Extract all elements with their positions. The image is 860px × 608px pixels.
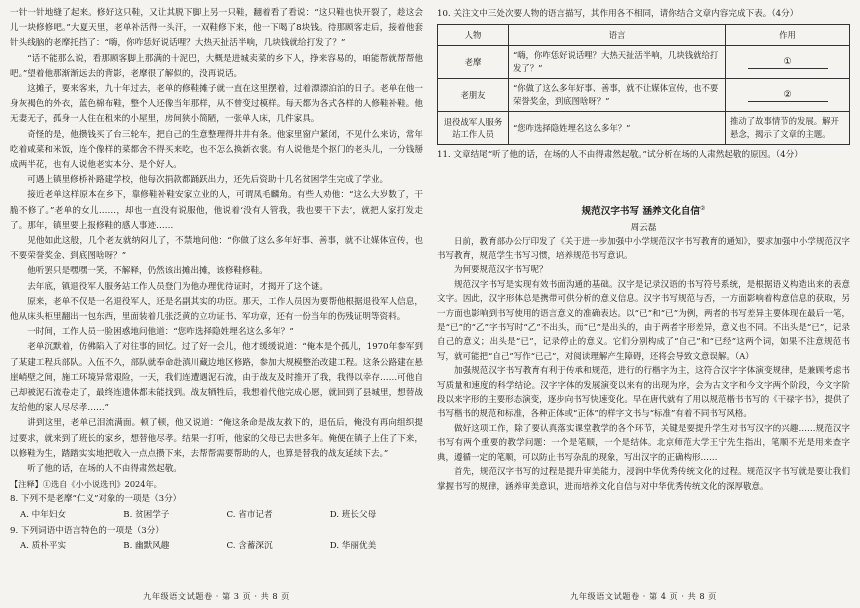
story-paragraph: 他听罢只是嘿嘿一笑，不解释，仍然该出摊出摊，该修鞋修鞋。 <box>27 266 268 277</box>
question-9-options <box>10 539 423 554</box>
question-10-stem: 10. 关注文中三处次要人物的语言描写，其作用各不相同，请你结合文章内容完成下表。（4分） <box>437 9 799 19</box>
option-d[interactable]: D. 班长父母 <box>329 509 377 520</box>
option-c[interactable]: C. 含蓄深沉 <box>226 540 273 551</box>
page-right <box>437 6 850 608</box>
option-a[interactable]: A. 中年妇女 <box>20 509 67 520</box>
table-cell-language: “嗨，你咋恁好说话哩？大热天扯活半响，几块钱就给打发了？” <box>509 46 726 79</box>
essay-paragraph: 做好这项工作，除了要认真落实课堂教学的各个环节，关键是要提升学生对书写汉字的兴趣……规范汉字书写有两个重要的教学问题：一个是笔顺，一个是结体。北京师范大学王宁先生指出，笔顺不光是用来查字典，遵循一定的笔顺，可以防止书写杂乱的现象，写出汉字的正确构形…… <box>437 423 850 463</box>
story-paragraph: 见他如此这般，几个老友就纳闷儿了，不禁地问他：“你做了这么多年好事、善事，就不让媒体宣传，也不要荣誉奖金、到底图啥呀？” <box>10 236 423 262</box>
answer-space[interactable] <box>437 163 850 195</box>
question-9-stem: 9. 下列词语中语言特色的一项是（3分） <box>10 525 164 536</box>
story-paragraph: “话不能那么说，看那顾客脚上那满的十泥巴，大概是进城卖菜的乡下人，挣来容易的，咱能帮就帮帮他吧。”望着他那渐渐远去的背影，老摩很了解似的，没再说话。 <box>10 53 423 79</box>
story-paragraph: 去年底，镇退役军人服务站工作人员登门为他办理优待证时，才揭开了这个谜。 <box>27 281 328 292</box>
table-cell-person: 退役战军人服务站工作人员 <box>438 112 509 145</box>
table-cell-language: “你做了这么多年好事、善事，就不让媒体宣传，也不要荣誉奖金，到底图啥呀？” <box>509 79 726 112</box>
table-cell-person: 老摩 <box>438 46 509 79</box>
table-row <box>438 79 850 112</box>
essay-paragraph: 日前，教育部办公厅印发了《关于进一步加强中小学规范汉字书写教育的通知》，要求加强中小学规范汉字书写教育，规范学生书写习惯，培养规范书写意识。 <box>437 236 850 261</box>
option-b[interactable]: B. 幽默风趣 <box>123 540 170 551</box>
story-note: 【注释】①选自《小小说选刊》2024年。 <box>10 479 162 490</box>
page-footer: 九年级语文试题卷 · 第 3 页 · 共 8 页 <box>143 591 290 601</box>
table-cell-language: “您咋选择隐姓埋名这么多年？” <box>509 112 726 145</box>
story-paragraph: 一时间，工作人员一脸困惑地问他道：“您咋选择隐姓埋名这么多年？” <box>27 327 294 338</box>
page-footer: 九年级语文试题卷 · 第 4 页 · 共 8 页 <box>570 591 717 601</box>
table-row <box>438 46 850 79</box>
option-a[interactable]: A. 质朴平实 <box>20 540 67 551</box>
question-8-options <box>10 508 423 523</box>
option-d[interactable]: D. 华丽优美 <box>329 540 377 551</box>
table-cell-effect[interactable] <box>726 46 850 79</box>
table-row <box>438 112 850 145</box>
answer-blank[interactable]: ① <box>748 57 828 69</box>
story-paragraph: 这摊子，要来客来，九十年过去，老单的修鞋摊子就一直在这里摆着，过着漂漂泊泊的日子。老单在他一身灰褐色的外衣，蓝色棉布鞋，整个人还像当年那样，从不曾变过模样。每天都为各式各样的人修鞋补鞋。他无妻无子，孤身一人住在租来的小屋里，房间狭小简陋，一张单人床，几件家具。 <box>10 84 423 125</box>
table-cell-person: 老朋友 <box>438 79 509 112</box>
story-paragraph: 奇怪的是，他攒钱买了台三轮车，把自己的生意整理得井井有条。他家里窗户紧闭，不见什么来访，常年吃着咸菜和米饭，连个像样的菜都舍不得买来吃，也不怎么换新衣裳。有人说他是个抠门的老头儿，一分钱掰成两半花，也有人说他老实本分、是个好人。 <box>10 129 423 171</box>
story-paragraph: 老单沉默着，仿佛陷入了对往事的回忆。过了好一会儿，他才缓缓说道：“俺本是个孤儿，1970年参军到了某建工程兵部队。入伍不久，部队就奉命赴滇川藏边地区修路，参加大规模整治改建工程。这条公路建在悬崖峭壁之间，施工环境异常艰险，一天，我们连遭遇泥石流，由于战友及时推开了我，我得以幸存……可他自己却被泥石流卷走了，最终连遗体都未能找到。战友牺牲后，我想着代他完成心愿，就回到了县城里，想替战友给他的家人尽尽孝……” <box>10 342 423 414</box>
story-paragraph: 原来，老单不仅是一名退役军人，还是名副其实的功臣。那天，工作人员因为要帮他根据退役军人信息，他从床头柜里翻出一包东西，里面装着几张泛黄的立功证书、军功章，还有一份当年的伤残证明等资料。 <box>10 296 423 323</box>
story-paragraph: 接近老单这样原本在乡下，靠修鞋补鞋安家立业的人，可谓凤毛麟角。有些人劝他：“这么大岁数了，干脆不修了。”老单的女儿……，却也一直没有说服他，他说着‘没有人管我，我也要干下去’，就把人家打发走了。那年，镇里要上报修鞋的感人事迹…… <box>10 190 423 231</box>
table-header-row <box>438 25 850 46</box>
table-header: 作用 <box>726 25 850 46</box>
answer-blank[interactable]: ② <box>748 90 828 102</box>
essay-paragraph: 为何要规范汉字书写呢？ <box>454 265 548 276</box>
page-left <box>10 6 423 608</box>
question-8-stem: 8. 下列不是老摩“仁义”对象的一项是（3分） <box>10 494 182 505</box>
story-paragraph: 讲到这里，老单已泪流满面。顿了顿，他又说道：“俺这条命是战友救下的，退伍后，俺没有再向组织提过要求，就来到了班长的家乡，想替他尽孝。结果一打听，他家的父母已去世多年。俺便在镇子上住了下来，以修鞋为生，踏踏实实地把收入一点点攒下来，去帮帮需要帮助的人，也算是替我的战友延续下去。” <box>10 418 423 459</box>
essay-title: 规范汉字书写 涵养文化自信② <box>581 205 706 218</box>
table-cell-effect[interactable] <box>726 79 850 112</box>
essay-author: 周云磊 <box>630 222 657 233</box>
table-cell-effect: 推动了故事情节的发展。解开悬念，揭示了文章的主题。 <box>726 112 850 145</box>
essay-body <box>437 235 850 494</box>
story-body <box>10 6 423 477</box>
story-paragraph: 听了他的话，在场的人不由得肃然起敬。 <box>27 464 182 475</box>
essay-paragraph: 规范汉字书写是实现有效书面沟通的基础。汉字是记录汉语的书写符号系统，是根据语义构造出来的表意文字。因此，汉字形体总是携带可供分析的意义信息。汉字书写规范与否，一方面影响着构意信息的获取，另一方面也影响到书写使用的语言意义的准确表达。以“已”和“已”为例，两者的书写差异主要体现在最后一笔，是“已”的“乙”字书写时“乙”不出头，而“已”是出头的，由于两者字形差异，意义也不同。不出头是“已”，记录自己的意义；出头是“已”，记录停止的意义。它们分别构成了“自己”和“已经”这两个词，如果不注意规范书写，就可能把“自己”写作“已己”，对阅读理解产生障碍，还将会导致文意误解。（A） <box>437 279 850 362</box>
table-header: 人物 <box>438 25 509 46</box>
question-11-stem: 11. 文章结尾“听了他的话，在场的人不由得肃然起敬。”试分析在场的人肃然起敬的原因。（4分） <box>437 150 803 161</box>
essay-paragraph: 首先，规范汉字书写的过程是提升审美能力，浸润中华优秀传统文化的过程。规范汉字书写就是要让我们掌握书写的规律，涵养审美意识，进而培养文化自信与对中华优秀传统文化的深厚敬意。 <box>437 467 850 492</box>
question-10-table <box>437 24 850 145</box>
table-header: 语言 <box>509 25 726 46</box>
option-c[interactable]: C. 省市记者 <box>226 509 273 520</box>
story-paragraph: 一针一针地缝了起来。修好这只鞋，又让其脱下脚上另一只鞋，翻着看了看说：“这只鞋也快开裂了，趁这会儿一块修修吧。”大夏天里，老单补活得一头汗，一双鞋修下来，他一下喝了8块钱。待那顾客走后，接着他套针头线脑的老摩托挡了：“嗨，你咋恁好说话哩？大热天扯活半响，几块钱就给打发了？” <box>10 8 423 49</box>
essay-paragraph: 加强规范汉字书写教育有利于传承和规范，进行的行楷字为主，这符合汉字字体演变规律，是兼顾考虑书写质量和速度的科学结论。汉字字体的发展演变以来有的出现为序，会为古文字和今文字两个阶段，今文字阶段以来字形的主要形态演变，逐步向书写快速变化。早在唐代就有了用以规范楷书书写的《干禄字书》，提供了书写楷书的规范和标准，各种正体或“正体”的样字文书与“标准”有着不同书写风格。 <box>437 366 850 420</box>
story-paragraph: 可遇上镇里修桥补路建学校，他每次捐款都踊跃出力，还先后资助十几名贫困学生完成了学业。 <box>27 175 389 186</box>
option-b[interactable]: B. 贫困学子 <box>123 509 170 520</box>
essay-footnote-mark: ② <box>700 205 706 213</box>
